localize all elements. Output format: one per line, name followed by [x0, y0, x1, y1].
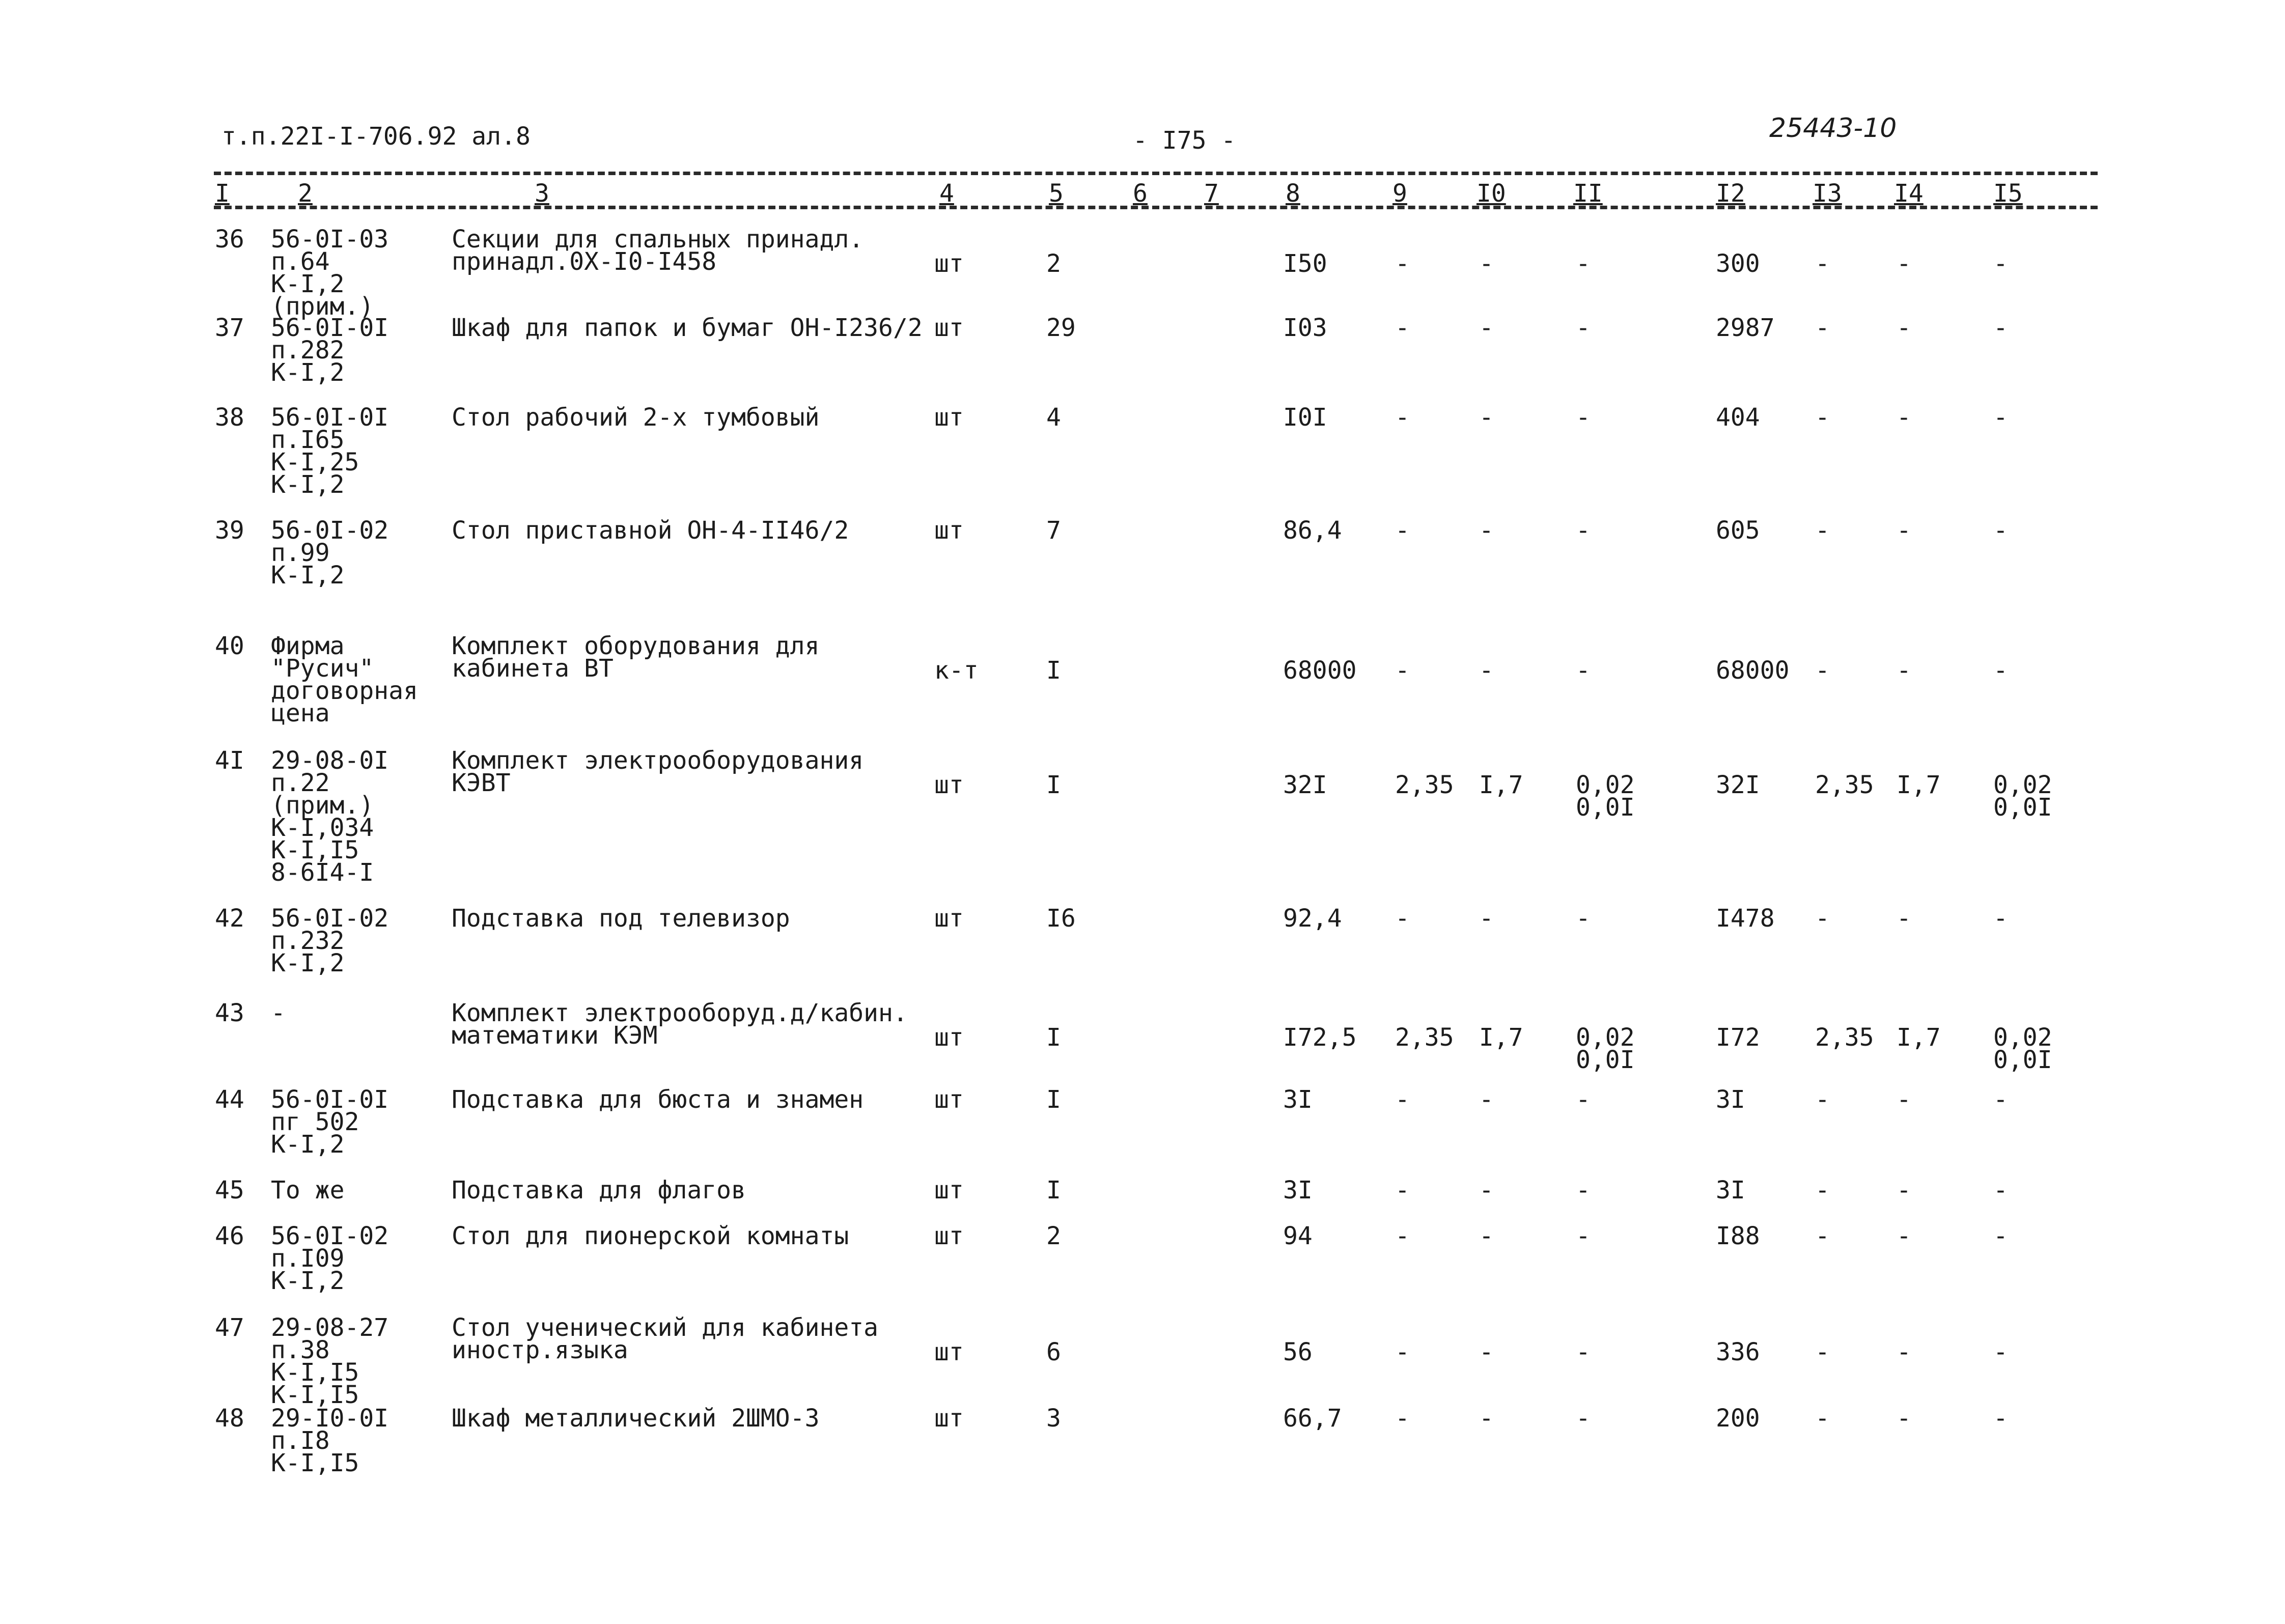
column-number-15: I5: [1993, 179, 2023, 208]
name-cell: Стол приставной ОН-4-II46/2: [452, 516, 849, 545]
column-number-1: I: [215, 179, 230, 208]
code-cell: 56-0I-02 п.99 К-I,2: [271, 516, 389, 590]
column-number-13: I3: [1813, 179, 1842, 208]
col14-cell: -: [1897, 656, 1911, 685]
column-number-12: I2: [1716, 179, 1745, 208]
col8-cell: 66,7: [1283, 1404, 1342, 1433]
col14-cell: -: [1897, 1404, 1911, 1433]
col9-cell: 2,35: [1395, 771, 1454, 799]
column-number-6: 6: [1133, 179, 1148, 208]
quantity-cell: 7: [1046, 516, 1061, 545]
col13-cell: -: [1815, 403, 1830, 432]
name-cell: Подставка для флагов: [452, 1176, 746, 1205]
code-cell: 56-0I-02 п.232 К-I,2: [271, 904, 389, 977]
col13-cell: 2,35: [1815, 771, 1874, 799]
name-cell: Стол ученический для кабинета иностр.языка: [452, 1313, 879, 1364]
row-number: 36: [215, 225, 244, 254]
col14-cell: I,7: [1897, 771, 1941, 799]
col10-cell: -: [1479, 1176, 1494, 1205]
col8-cell: 94: [1283, 1222, 1313, 1250]
code-cell: 29-08-0I п.22 (прим.) К-I,034 К-I,I5 8-6I4-I: [271, 746, 389, 887]
name-cell: Комплект электрооборудования КЭВТ: [452, 746, 864, 797]
unit-cell: шт: [934, 516, 964, 545]
col13-cell: 2,35: [1815, 1023, 1874, 1052]
col8-cell: 32I: [1283, 771, 1327, 799]
code-cell: 56-0I-0I п.I65 К-I,25 К-I,2: [271, 403, 389, 499]
col11-cell: -: [1576, 904, 1591, 933]
col8-cell: I72,5: [1283, 1023, 1357, 1052]
code-cell: 56-0I-02 п.I09 К-I,2: [271, 1222, 389, 1295]
row-number: 47: [215, 1313, 244, 1342]
col9-cell: -: [1395, 249, 1410, 278]
unit-cell: шт: [934, 771, 964, 799]
quantity-cell: 29: [1046, 314, 1076, 342]
col12-cell: 32I: [1716, 771, 1760, 799]
col13-cell: -: [1815, 1404, 1830, 1433]
column-number-9: 9: [1392, 179, 1407, 208]
document-code: т.п.22I-I-706.92 ал.8: [221, 122, 531, 151]
col15-cell: 0,02 0,0I: [1993, 771, 2052, 822]
col10-cell: -: [1479, 403, 1494, 432]
quantity-cell: 4: [1046, 403, 1061, 432]
col10-cell: I,7: [1479, 1023, 1523, 1052]
col10-cell: -: [1479, 314, 1494, 342]
code-cell: 56-0I-0I п.282 К-I,2: [271, 314, 389, 387]
name-cell: Подставка под телевизор: [452, 904, 790, 933]
unit-cell: шт: [934, 314, 964, 342]
col14-cell: -: [1897, 516, 1911, 545]
col12-cell: 68000: [1716, 656, 1790, 685]
col10-cell: -: [1479, 1085, 1494, 1114]
col12-cell: I88: [1716, 1222, 1760, 1250]
unit-cell: шт: [934, 1085, 964, 1114]
col11-cell: -: [1576, 656, 1591, 685]
col9-cell: -: [1395, 1338, 1410, 1366]
name-cell: Комплект электрооборуд.д/кабин. математики КЭМ: [452, 999, 908, 1050]
col13-cell: -: [1815, 249, 1830, 278]
unit-cell: шт: [934, 1222, 964, 1250]
col9-cell: -: [1395, 1085, 1410, 1114]
name-cell: Стол рабочий 2-х тумбовый: [452, 403, 820, 432]
col13-cell: -: [1815, 516, 1830, 545]
col12-cell: 3I: [1716, 1176, 1745, 1205]
row-number: 42: [215, 904, 244, 933]
row-number: 37: [215, 314, 244, 342]
col15-cell: -: [1993, 656, 2008, 685]
column-number-10: I0: [1476, 179, 1506, 208]
col13-cell: -: [1815, 1085, 1830, 1114]
col13-cell: -: [1815, 904, 1830, 933]
col12-cell: 300: [1716, 249, 1760, 278]
name-cell: Шкаф металлический 2ШМО-3: [452, 1404, 820, 1433]
unit-cell: шт: [934, 1338, 964, 1366]
col12-cell: 200: [1716, 1404, 1760, 1433]
col14-cell: -: [1897, 403, 1911, 432]
quantity-cell: I: [1046, 1023, 1061, 1052]
name-cell: Шкаф для папок и бумаг ОН-I236/2: [452, 314, 923, 342]
col9-cell: -: [1395, 1222, 1410, 1250]
unit-cell: шт: [934, 904, 964, 933]
col14-cell: -: [1897, 1176, 1911, 1205]
quantity-cell: 3: [1046, 1404, 1061, 1433]
col9-cell: -: [1395, 314, 1410, 342]
col15-cell: -: [1993, 1338, 2008, 1366]
col15-cell: -: [1993, 516, 2008, 545]
code-cell: 56-0I-03 п.64 К-I,2 (прим.): [271, 225, 389, 321]
col9-cell: -: [1395, 1404, 1410, 1433]
row-number: 44: [215, 1085, 244, 1114]
name-cell: Секции для спальных принадл. принадл.0Х-I0-I458: [452, 225, 864, 276]
name-cell: Комплект оборудования для кабинета ВТ: [452, 632, 820, 683]
quantity-cell: I: [1046, 1085, 1061, 1114]
col9-cell: -: [1395, 656, 1410, 685]
column-number-11: II: [1573, 179, 1603, 208]
col15-cell: -: [1993, 314, 2008, 342]
col8-cell: 3I: [1283, 1085, 1313, 1114]
col13-cell: -: [1815, 314, 1830, 342]
col12-cell: 605: [1716, 516, 1760, 545]
name-cell: Стол для пионерской комнаты: [452, 1222, 849, 1250]
col11-cell: -: [1576, 403, 1591, 432]
col15-cell: -: [1993, 403, 2008, 432]
col15-cell: -: [1993, 1176, 2008, 1205]
quantity-cell: I: [1046, 656, 1061, 685]
col12-cell: I478: [1716, 904, 1775, 933]
page-number: - I75 -: [1133, 126, 1236, 155]
row-number: 48: [215, 1404, 244, 1433]
row-number: 39: [215, 516, 244, 545]
col8-cell: I50: [1283, 249, 1327, 278]
quantity-cell: I6: [1046, 904, 1076, 933]
col15-cell: -: [1993, 1222, 2008, 1250]
col14-cell: -: [1897, 1085, 1911, 1114]
unit-cell: шт: [934, 1023, 964, 1052]
col9-cell: -: [1395, 904, 1410, 933]
handwritten-number: 25443-10: [1769, 113, 1897, 144]
col15-cell: -: [1993, 1085, 2008, 1114]
quantity-cell: I: [1046, 1176, 1061, 1205]
column-number-8: 8: [1286, 179, 1300, 208]
code-cell: 29-08-27 п.38 К-I,I5 К-I,I5: [271, 1313, 389, 1409]
col15-cell: 0,02 0,0I: [1993, 1023, 2052, 1074]
col11-cell: 0,02 0,0I: [1576, 771, 1635, 822]
row-number: 45: [215, 1176, 244, 1205]
col11-cell: -: [1576, 1222, 1591, 1250]
code-cell: Фирма "Русич" договорная цена: [271, 632, 418, 727]
col12-cell: 2987: [1716, 314, 1775, 342]
code-cell: -: [271, 999, 286, 1027]
col10-cell: -: [1479, 1338, 1494, 1366]
col8-cell: 92,4: [1283, 904, 1342, 933]
col10-cell: -: [1479, 1222, 1494, 1250]
col14-cell: -: [1897, 1222, 1911, 1250]
column-number-4: 4: [939, 179, 954, 208]
unit-cell: шт: [934, 403, 964, 432]
header-divider-top: [214, 172, 2098, 175]
col10-cell: -: [1479, 904, 1494, 933]
code-cell: То же: [271, 1176, 345, 1205]
col10-cell: -: [1479, 516, 1494, 545]
col14-cell: -: [1897, 1338, 1911, 1366]
col12-cell: I72: [1716, 1023, 1760, 1052]
quantity-cell: 2: [1046, 1222, 1061, 1250]
column-number-14: I4: [1894, 179, 1924, 208]
col11-cell: 0,02 0,0I: [1576, 1023, 1635, 1074]
quantity-cell: I: [1046, 771, 1061, 799]
unit-cell: шт: [934, 1176, 964, 1205]
col11-cell: -: [1576, 249, 1591, 278]
col9-cell: -: [1395, 403, 1410, 432]
col8-cell: I0I: [1283, 403, 1327, 432]
col11-cell: -: [1576, 1176, 1591, 1205]
row-number: 40: [215, 632, 244, 660]
col10-cell: -: [1479, 656, 1494, 685]
column-number-5: 5: [1049, 179, 1064, 208]
col9-cell: -: [1395, 1176, 1410, 1205]
col8-cell: 86,4: [1283, 516, 1342, 545]
col14-cell: -: [1897, 249, 1911, 278]
col8-cell: 3I: [1283, 1176, 1313, 1205]
col8-cell: I03: [1283, 314, 1327, 342]
quantity-cell: 2: [1046, 249, 1061, 278]
col13-cell: -: [1815, 1338, 1830, 1366]
col8-cell: 68000: [1283, 656, 1357, 685]
row-number: 4I: [215, 746, 244, 775]
col8-cell: 56: [1283, 1338, 1313, 1366]
col13-cell: -: [1815, 656, 1830, 685]
name-cell: Подставка для бюста и знамен: [452, 1085, 864, 1114]
col15-cell: -: [1993, 249, 2008, 278]
col15-cell: -: [1993, 1404, 2008, 1433]
col10-cell: -: [1479, 1404, 1494, 1433]
column-number-7: 7: [1204, 179, 1219, 208]
quantity-cell: 6: [1046, 1338, 1061, 1366]
col11-cell: -: [1576, 1085, 1591, 1114]
col15-cell: -: [1993, 904, 2008, 933]
col14-cell: -: [1897, 904, 1911, 933]
col11-cell: -: [1576, 516, 1591, 545]
unit-cell: шт: [934, 1404, 964, 1433]
col9-cell: -: [1395, 516, 1410, 545]
col12-cell: 404: [1716, 403, 1760, 432]
col12-cell: 3I: [1716, 1085, 1745, 1114]
row-number: 43: [215, 999, 244, 1027]
col12-cell: 336: [1716, 1338, 1760, 1366]
col11-cell: -: [1576, 314, 1591, 342]
col14-cell: -: [1897, 314, 1911, 342]
row-number: 38: [215, 403, 244, 432]
unit-cell: шт: [934, 249, 964, 278]
column-number-3: 3: [535, 179, 549, 208]
col13-cell: -: [1815, 1176, 1830, 1205]
row-number: 46: [215, 1222, 244, 1250]
col11-cell: -: [1576, 1404, 1591, 1433]
column-number-2: 2: [298, 179, 313, 208]
col14-cell: I,7: [1897, 1023, 1941, 1052]
header-divider-bottom: [214, 206, 2098, 209]
col11-cell: -: [1576, 1338, 1591, 1366]
unit-cell: к-т: [934, 656, 979, 685]
code-cell: 56-0I-0I пг 502 К-I,2: [271, 1085, 389, 1159]
col13-cell: -: [1815, 1222, 1830, 1250]
col10-cell: I,7: [1479, 771, 1523, 799]
code-cell: 29-I0-0I п.I8 К-I,I5: [271, 1404, 389, 1477]
col9-cell: 2,35: [1395, 1023, 1454, 1052]
col10-cell: -: [1479, 249, 1494, 278]
